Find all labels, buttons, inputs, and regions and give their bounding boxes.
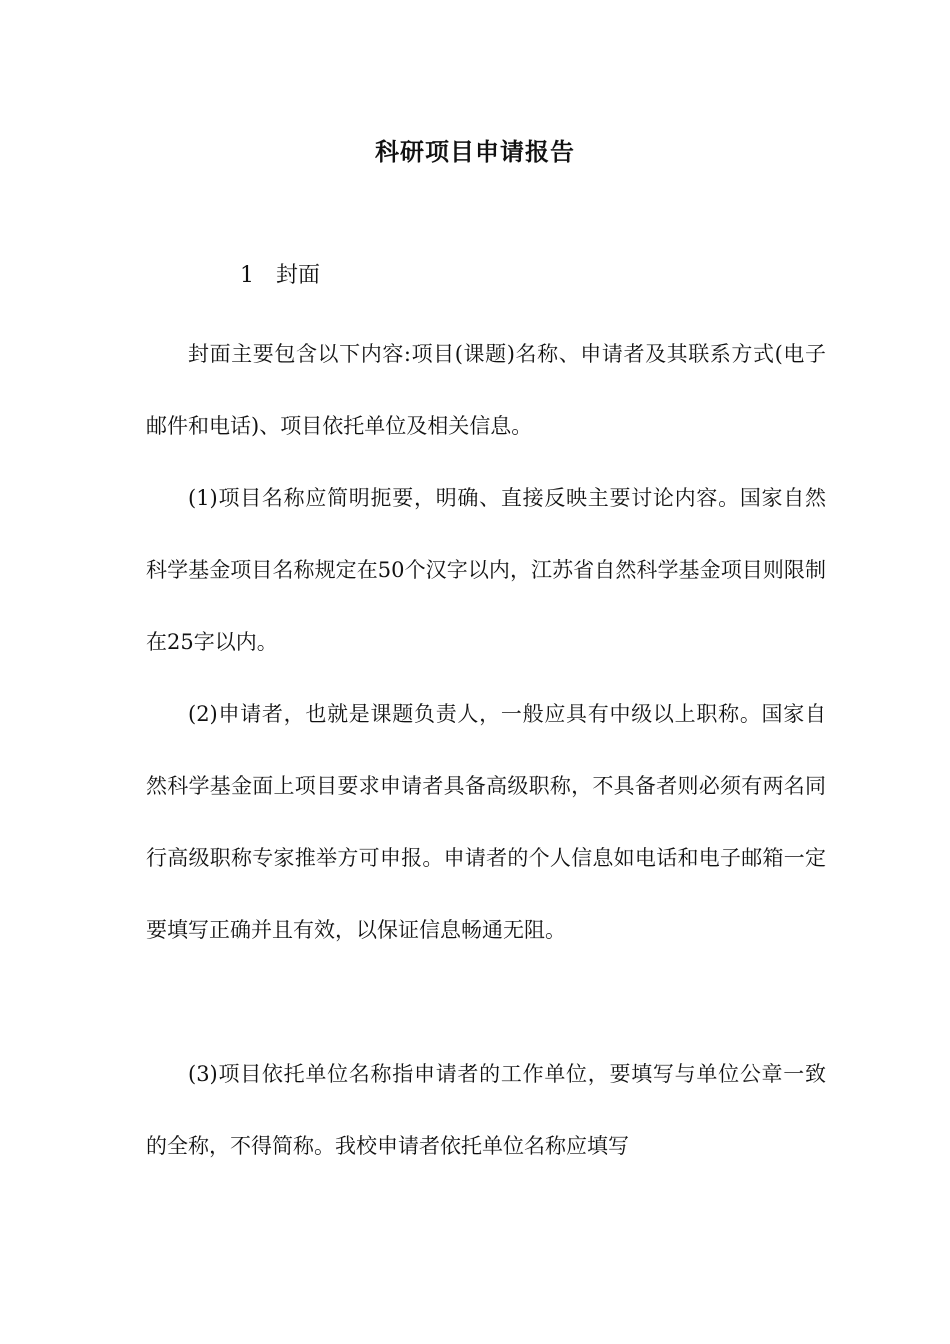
section-number: 1 <box>240 263 254 288</box>
paragraph-host-institution: (3)项目依托单位名称指申请者的工作单位，要填写与单位公章一致的全称，不得简称。我校申请者依托单位名称应填写 <box>146 1062 826 1158</box>
paragraph-applicant: (2)申请者，也就是课题负责人，一般应具有中级以上职称。国家自然科学基金面上项目要求申请者具备高级职称，不具备者则必须有两名同行高级职称专家推举方可申报。申请者的个人信息如电话和电子邮箱一定要填写正确并且有效，以保证信息畅通无阻。 <box>146 702 826 942</box>
section-title: 封面 <box>276 263 321 288</box>
paragraph-cover-contents: 封面主要包含以下内容:项目(课题)名称、申请者及其联系方式(电子邮件和电话)、项目依托单位及相关信息。 <box>146 342 826 438</box>
paragraph-project-name: (1)项目名称应简明扼要，明确、直接反映主要讨论内容。国家自然科学基金项目名称规定在50个汉字以内，江苏省自然科学基金项目则限制在25字以内。 <box>146 486 826 654</box>
section-heading <box>240 258 320 294</box>
document-title: 科研项目申请报告 <box>375 138 575 166</box>
